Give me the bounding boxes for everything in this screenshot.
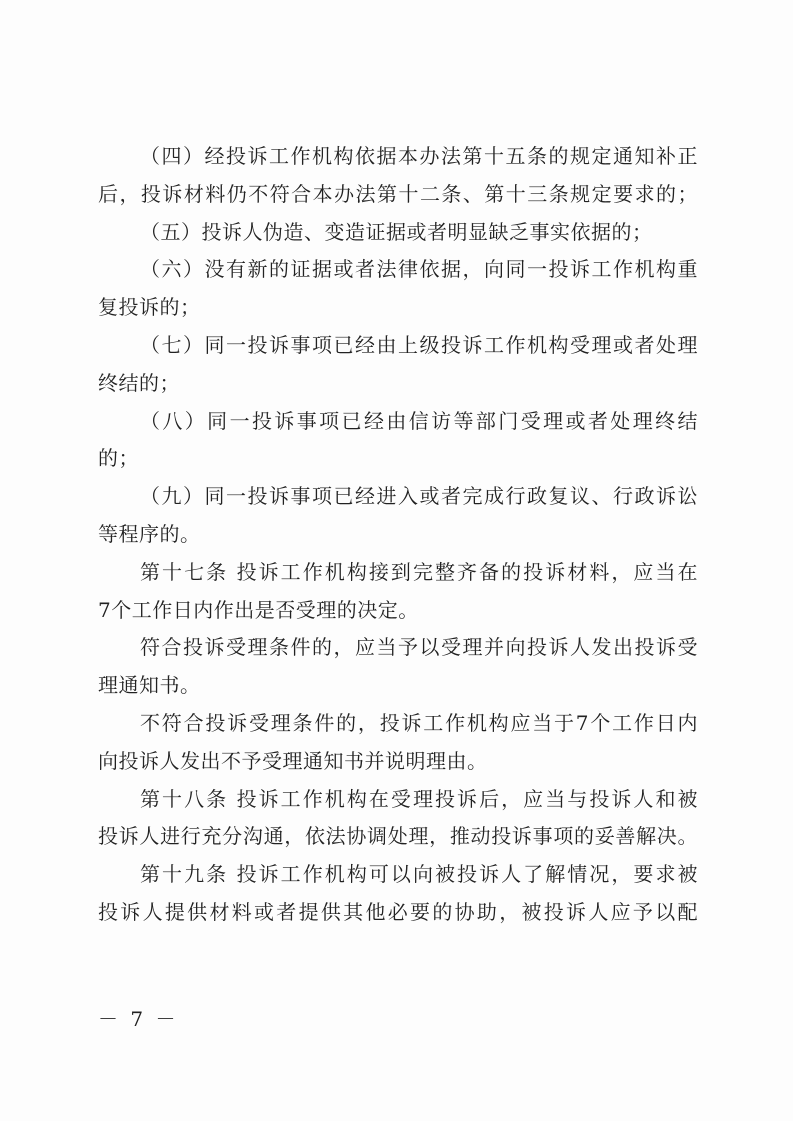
text-line: （九）同一投诉事项已经进入或者完成行政复议、行政诉讼 bbox=[140, 484, 698, 509]
text-line: 第十八条 投诉工作机构在受理投诉后，应当与投诉人和被 bbox=[140, 786, 698, 811]
text-line: （五）投诉人伪造、变造证据或者明显缺乏事实依据的； bbox=[140, 219, 653, 244]
text-line: 7个工作日内作出是否受理的决定。 bbox=[98, 597, 419, 622]
text-line: 后，投诉材料仍不符合本办法第十二条、第十三条规定要求的； bbox=[98, 181, 698, 206]
text-line: （四）经投诉工作机构依据本办法第十五条的规定通知补正 bbox=[140, 144, 698, 168]
text-line: 向投诉人发出不予受理通知书并说明理由。 bbox=[98, 748, 488, 773]
text-line: 投诉人提供材料或者提供其他必要的协助，被投诉人应予以配 bbox=[98, 899, 698, 924]
page-number: － 7 － bbox=[98, 1007, 179, 1031]
text-line: 符合投诉受理条件的，应当予以受理并向投诉人发出投诉受 bbox=[140, 635, 698, 660]
body-text bbox=[98, 138, 698, 932]
text-line: 等程序的。 bbox=[98, 521, 201, 546]
text-line: 第十九条 投诉工作机构可以向被投诉人了解情况，要求被 bbox=[140, 862, 698, 887]
text-line: 不符合投诉受理条件的，投诉工作机构应当于7个工作日内 bbox=[140, 710, 698, 735]
text-line: 理通知书。 bbox=[98, 673, 201, 698]
text-line: 的； bbox=[98, 446, 139, 471]
text-line: （八）同一投诉事项已经由信访等部门受理或者处理终结 bbox=[140, 408, 698, 433]
text-line: 第十七条 投诉工作机构接到完整齐备的投诉材料，应当在 bbox=[140, 559, 698, 584]
text-line: （七）同一投诉事项已经由上级投诉工作机构受理或者处理 bbox=[140, 332, 698, 357]
text-line: 终结的； bbox=[98, 370, 180, 395]
text-line: 复投诉的； bbox=[98, 295, 201, 320]
text-line: （六）没有新的证据或者法律依据，向同一投诉工作机构重 bbox=[140, 257, 698, 282]
text-line: 投诉人进行充分沟通，依法协调处理，推动投诉事项的妥善解决。 bbox=[98, 824, 698, 849]
